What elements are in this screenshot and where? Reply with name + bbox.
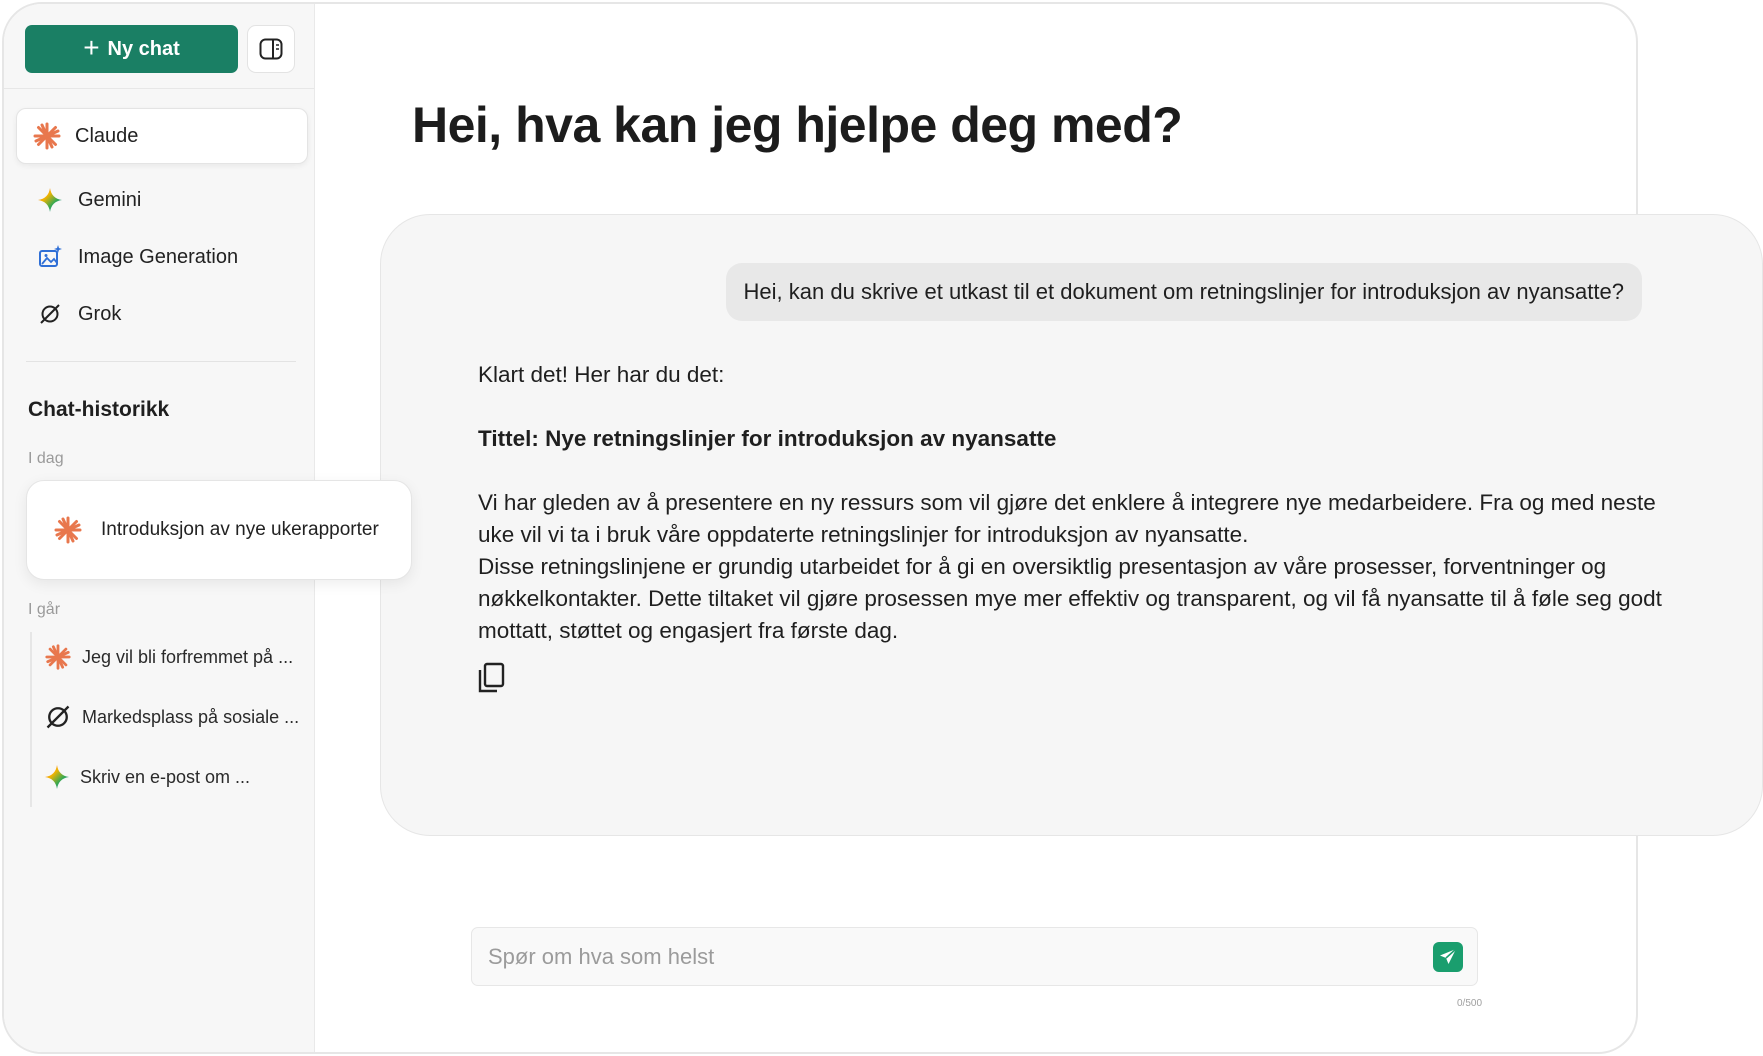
chat-input-box [471, 927, 1478, 986]
history-item-active[interactable] [26, 480, 412, 580]
group-label-today: I dag [28, 450, 64, 467]
model-item-claude[interactable] [16, 108, 308, 164]
history-item[interactable] [44, 757, 250, 797]
grok-icon [34, 298, 66, 330]
history-item-label: Markedsplass på sosiale ... [82, 706, 300, 727]
assistant-paragraph: Disse retningslinjene er grundig utarbeidet for å gi en oversiktlig presentasjon av våre prosesser, forventninger og nøkkelkontakter. Dette tiltaket vil gjøre prosessen mye mer effektiv og transparent, og vil få nyansatte til å føle seg godt mottatt, støttet og engasjert fra første dag. [478, 554, 1662, 643]
model-item-image-generation[interactable] [16, 229, 308, 285]
new-chat-label: Ny chat [107, 37, 180, 60]
image-generation-icon [34, 241, 66, 273]
sidebar-panel-icon [259, 38, 283, 60]
new-chat-button[interactable] [25, 25, 238, 73]
assistant-paragraph: Vi har gleden av å presentere en ny ressurs som vil gjøre det enklere å integrere nye medarbeidere. Fra og med neste uke vil vi ta i bruk våre oppdaterte retningslinjer for introduksjon av nyansatte. [478, 490, 1656, 547]
model-label: Image Generation [78, 245, 239, 268]
group-label-yesterday: I går [28, 601, 61, 618]
model-item-gemini[interactable] [16, 172, 308, 228]
chat-history-title: Chat-historikk [28, 398, 170, 421]
character-counter: 0/500 [1457, 998, 1483, 1009]
assistant-heading: Tittel: Nye retningslinjer for introduksjon av nyansatte [478, 426, 1057, 451]
history-item-label: Introduksjon av nye ukerapporter [101, 519, 379, 540]
model-label: Gemini [78, 188, 142, 211]
assistant-intro: Klart det! Her har du det: [478, 362, 725, 387]
gemini-icon [44, 764, 70, 790]
history-item[interactable] [44, 697, 299, 737]
page-title: Hei, hva kan jeg hjelpe deg med? [412, 97, 1183, 153]
gemini-icon [34, 184, 66, 216]
toggle-sidebar-button[interactable] [247, 25, 295, 73]
assistant-message [478, 359, 1678, 647]
history-item-label: Skriv en e-post om ... [80, 766, 251, 787]
chat-input[interactable] [488, 928, 1388, 985]
claude-icon [44, 643, 72, 671]
copy-icon [476, 662, 506, 694]
history-item[interactable] [44, 637, 293, 677]
send-button[interactable] [1433, 942, 1463, 972]
send-icon [1438, 947, 1458, 967]
claude-icon [53, 515, 83, 545]
model-label: Grok [78, 302, 122, 325]
history-item-label: Jeg vil bli forfremmet på ... [82, 646, 294, 667]
sidebar-divider [26, 361, 296, 362]
plus-icon: + [83, 32, 100, 63]
history-group-line [30, 632, 32, 807]
grok-icon [44, 703, 72, 731]
model-item-grok[interactable] [16, 286, 308, 342]
model-label: Claude [75, 124, 139, 147]
user-message: Hei, kan du skrive et utkast til et dokument om retningslinjer for introduksjon av nyansatte? [726, 263, 1642, 321]
claude-icon [31, 120, 63, 152]
conversation-panel [380, 214, 1763, 836]
sidebar-header [4, 4, 314, 89]
copy-button[interactable] [476, 662, 506, 694]
